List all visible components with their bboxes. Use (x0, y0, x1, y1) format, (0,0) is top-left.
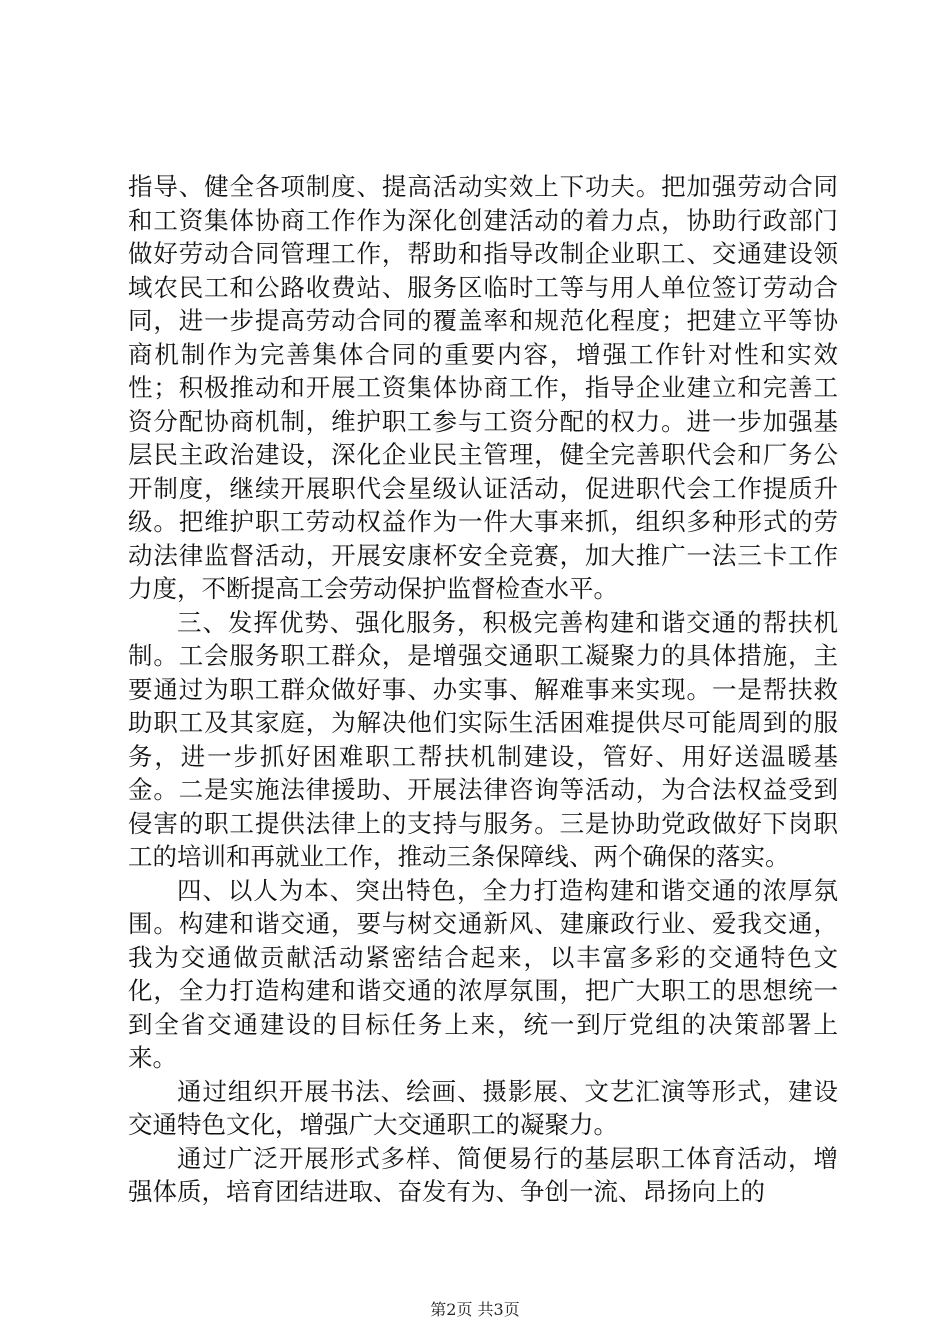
paragraph-continued: 指导、健全各项制度、提高活动实效上下功夫。把加强劳动合同和工资集体协商工作作为深化创建活动的着力点，协助行政部门做好劳动合同管理工作，帮助和指导改制企业职工、交通建设领域农民工和公路收费站、服务区临时工等与用人单位签订劳动合同，进一步提高劳动合同的覆盖率和规范化程度；把建立平等协商机制作为完善集体合同的重要内容，增强工作针对性和实效性；积极推动和开展工资集体协商工作，指导企业建立和完善工资分配协商机制，维护职工参与工资分配的权力。进一步加强基层民主政治建设，深化企业民主管理，健全完善职代会和厂务公开制度，继续开展职代会星级认证活动，促进职代会工作提质升级。把维护职工劳动权益作为一件大事来抓，组织多种形式的劳动法律监督活动，开展安康杯安全竞赛，加大推广一法三卡工作力度，不断提高工会劳动保护监督检查水平。 (128, 172, 838, 603)
paragraph-section-three: 三、发挥优势、强化服务，积极完善构建和谐交通的帮扶机制。工会服务职工群众，是增强交通职工凝聚力的具体措施，主要通过为职工群众做好事、办实事、解难事来实现。一是帮扶救助职工及其家庭，为解决他们实际生活困难提供尽可能周到的服务，进一步抓好困难职工帮扶机制建设，管好、用好送温暖基金。二是实施法律援助、开展法律咨询等活动，为合法权益受到侵害的职工提供法律上的支持与服务。三是协助党政做好下岗职工的培训和再就业工作，推动三条保障线、两个确保的落实。 (128, 607, 838, 871)
page-number-footer: 第2页 共3页 (430, 1300, 520, 1319)
paragraph-culture: 通过组织开展书法、绘画、摄影展、文艺汇演等形式，建设交通特色文化，增强广大交通职工的凝聚力。 (128, 1076, 838, 1139)
paragraph-section-four: 四、以人为本、突出特色，全力打造构建和谐交通的浓厚氛围。构建和谐交通，要与树交通新风、建廉政行业、爱我交通，我为交通做贡献活动紧密结合起来，以丰富多彩的交通特色文化，全力打造构建和谐交通的浓厚氛围，把广大职工的思想统一到全省交通建设的目标任务上来，统一到厅党组的决策部署上来。 (128, 875, 838, 1072)
document-body (128, 170, 838, 1209)
paragraph-sports: 通过广泛开展形式多样、简便易行的基层职工体育活动，增强体质，培育团结进取、奋发有为、争创一流、昂扬向上的 (128, 1143, 838, 1206)
